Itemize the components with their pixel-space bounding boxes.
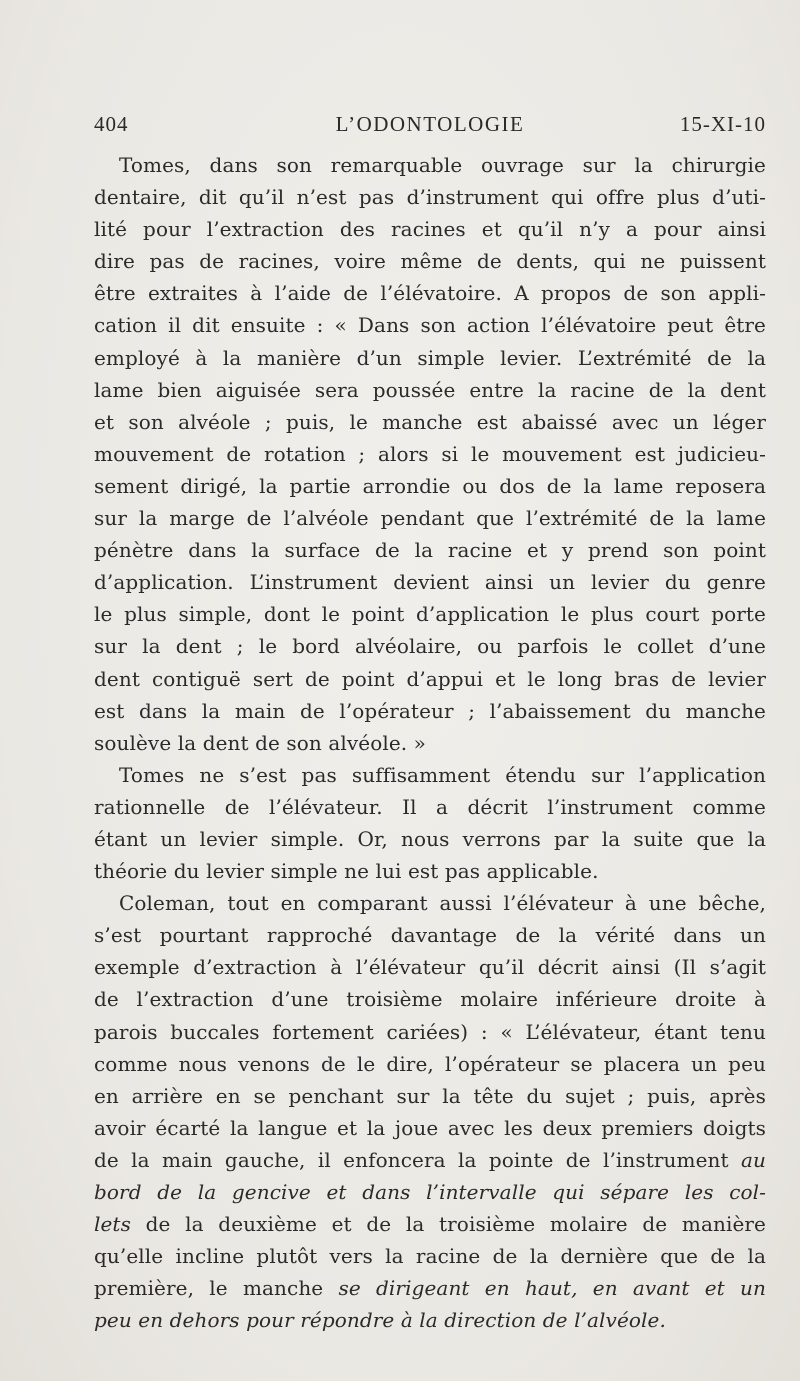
text-line: en arrière en se penchant sur la tête du sujet ; puis, après <box>94 1083 766 1108</box>
text-line: avoir écarté la langue et la joue avec les deux premiers doigts <box>94 1115 766 1140</box>
text-run: de la main gauche, il enfoncera la pointe de l’instrument <box>94 1147 741 1172</box>
text-line-mixed <box>94 1208 766 1240</box>
text-line: employé à la manière d’un simple levier. L’extrémité de la <box>94 345 766 370</box>
text-line: mouvement de rotation ; alors si le mouvement est judicieu- <box>94 441 766 466</box>
text-line: étant un levier simple. Or, nous verrons par la suite que la <box>94 826 766 851</box>
text-line: et son alvéole ; puis, le manche est abaissé avec un léger <box>94 409 766 434</box>
text-line: sement dirigé, la partie arrondie ou dos de la lame reposera <box>94 473 766 498</box>
paragraph-3 <box>94 887 766 1336</box>
text-line: sur la dent ; le bord alvéolaire, ou parfois le collet d’une <box>94 634 766 659</box>
text-run: qu’elle incline plutôt vers la racine de la dernière que de la <box>94 1244 766 1269</box>
text-run: de la deuxième et de la troisième molaire de manière <box>130 1212 766 1237</box>
text-line: comme nous venons de le dire, l’opérateur se placera un peu <box>94 1051 766 1076</box>
text-line: s’est pourtant rapproché davantage de la vérité dans un <box>94 923 766 948</box>
italic-run: lets <box>94 1212 131 1237</box>
paragraph-1 <box>94 149 766 759</box>
text-line: lité pour l’extraction des racines et qu’il n’y a pour ainsi <box>94 217 766 242</box>
text-line: d’application. L’instrument devient ainsi un levier du genre <box>94 570 766 595</box>
text-line: dent contiguë sert de point d’appui et le long bras de levier <box>94 666 766 691</box>
text-line-mixed <box>94 1144 766 1176</box>
text-run: première, le manche <box>94 1276 339 1301</box>
text-line: rationnelle de l’élévateur. Il a décrit l’instrument comme <box>94 794 766 819</box>
text-line: cation il dit ensuite : « Dans son action l’élévatoire peut être <box>94 313 766 338</box>
text-line: exemple d’extraction à l’élévateur qu’il décrit ainsi (Il s’agit <box>94 955 766 980</box>
text-line: soulève la dent de son alvéole. » <box>94 730 427 755</box>
text-line: de l’extraction d’une troisième molaire inférieure droite à <box>94 987 766 1012</box>
text-line: Tomes, dans son remarquable ouvrage sur la chirurgie <box>119 153 766 177</box>
text-line: être extraites à l’aide de l’élévatoire. A propos de son appli- <box>94 281 766 306</box>
italic-run: bord de la gencive et dans l’intervalle qui sépare les col- <box>94 1180 766 1204</box>
text-line-mixed <box>94 1272 766 1304</box>
text-line: dire pas de racines, voire même de dents, qui ne puissent <box>94 249 766 274</box>
running-title: L’ODONTOLOGIE <box>335 112 525 136</box>
italic-run: peu en dehors pour répondre à la direction de l’alvéole. <box>94 1308 666 1333</box>
text-line-mixed <box>94 1176 766 1208</box>
body-text <box>94 149 766 1336</box>
text-line: est dans la main de l’opérateur ; l’abaissement du manche <box>94 698 766 723</box>
page-number: 404 <box>94 112 129 136</box>
text-line: lame bien aiguisée sera poussée entre la racine de la dent <box>94 377 766 402</box>
text-line: le plus simple, dont le point d’application le plus court porte <box>94 602 766 627</box>
text-line: Tomes ne s’est pas suffisamment étendu sur l’application <box>119 762 766 787</box>
text-line: parois buccales fortement cariées) : « L’élévateur, étant tenu <box>94 1019 766 1044</box>
paragraph-2 <box>94 759 766 887</box>
text-line: dentaire, dit qu’il n’est pas d’instrument qui offre plus d’uti- <box>94 185 766 210</box>
text-line: pénètre dans la surface de la racine et y prend son point <box>94 538 766 563</box>
issue-date: 15-XI-10 <box>679 112 766 136</box>
text-line: sur la marge de l’alvéole pendant que l’extrémité de la lame <box>94 506 766 531</box>
italic-run: se dirigeant en haut, en avant et un <box>338 1276 766 1301</box>
text-line-mixed <box>94 1304 766 1336</box>
running-header <box>94 112 766 142</box>
text-line: Coleman, tout en comparant aussi l’élévateur à une bêche, <box>119 891 766 916</box>
italic-run: au <box>740 1147 766 1172</box>
text-line-mixed <box>94 1240 766 1272</box>
text-line: théorie du levier simple ne lui est pas applicable. <box>94 859 599 884</box>
